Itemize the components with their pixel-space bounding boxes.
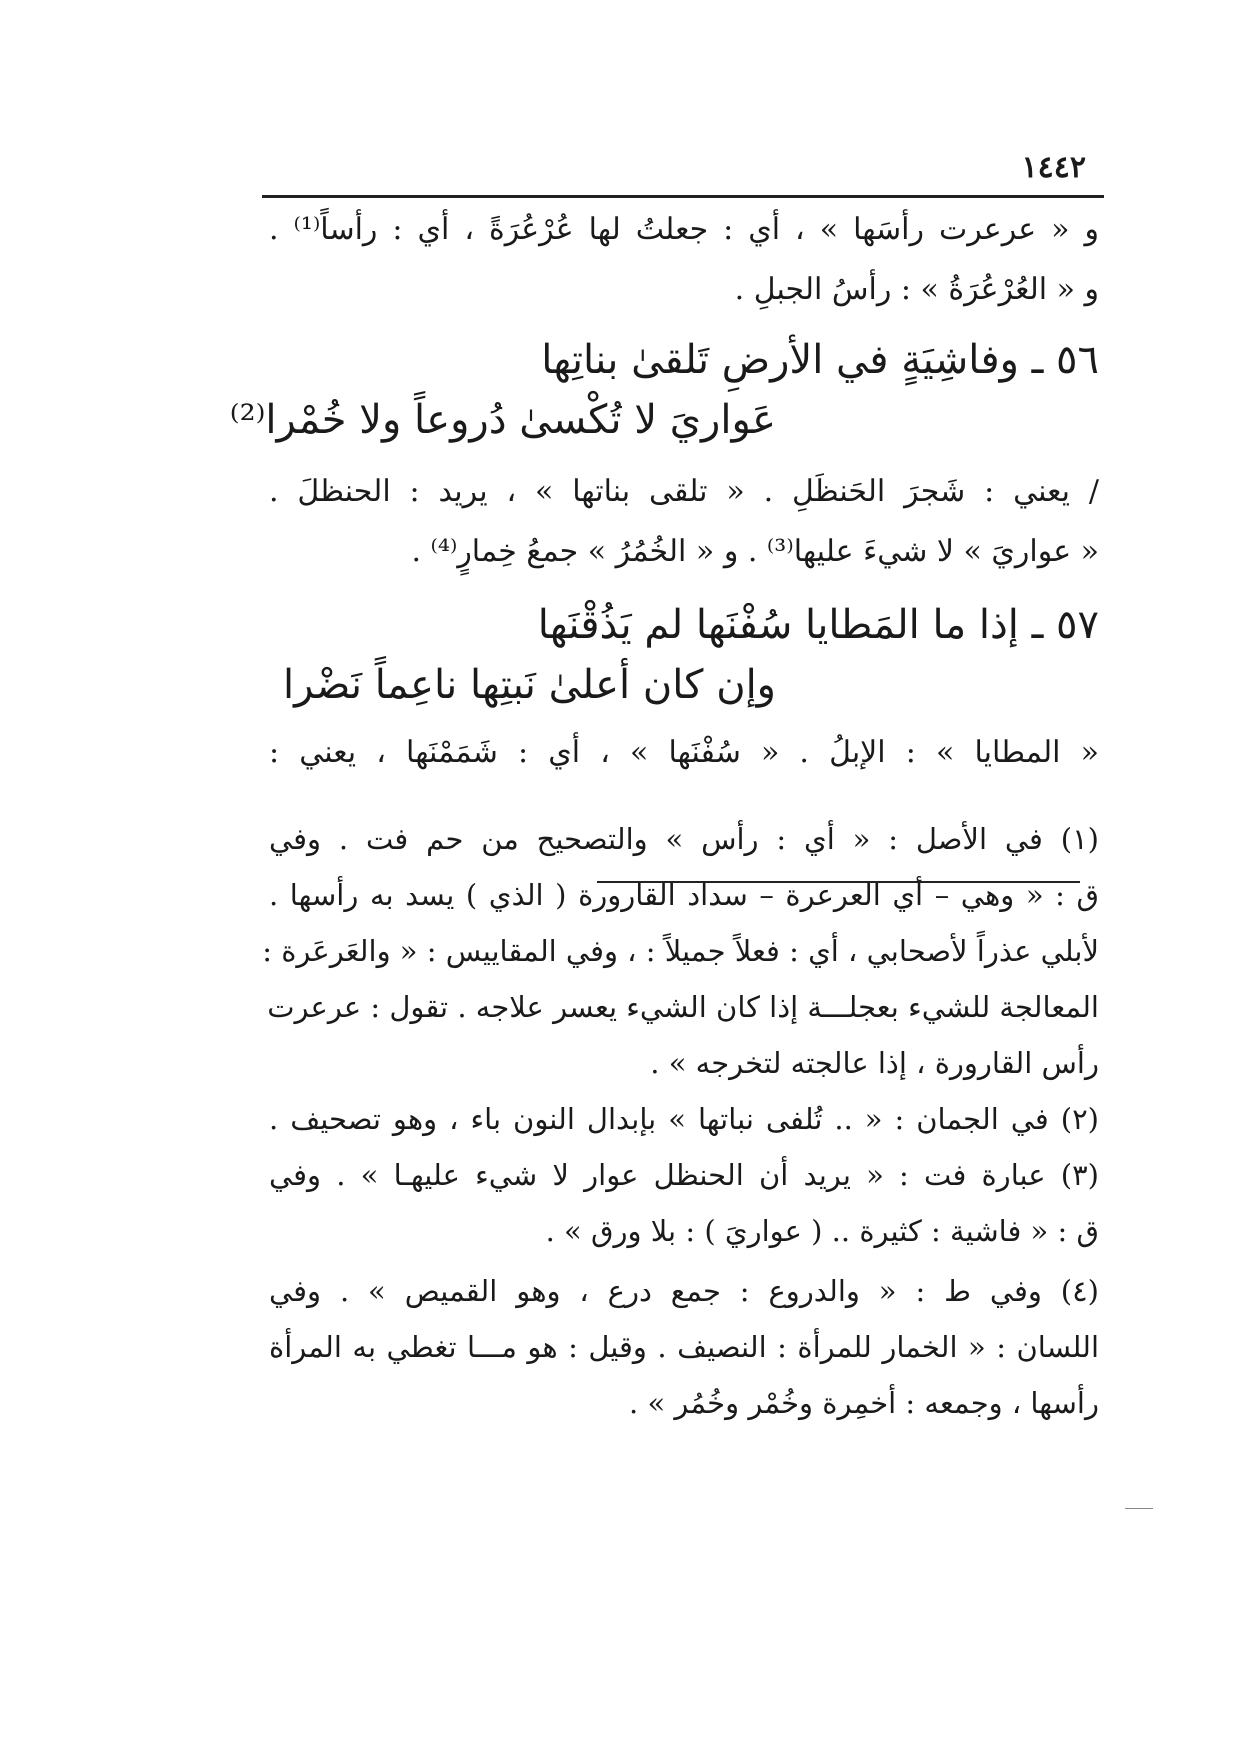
verse-57-second-hemistich: وإن كان أعلىٰ نَبتِها ناعِماً نَضْرا	[283, 662, 776, 708]
commentary-56-line-1: / يعني : شَجرَ الحَنظَلِ . « تلقى بناتها » ، يريد : الحنظلَ .	[269, 474, 1099, 509]
footnote-line-7: (٣) عبارة فت : « يريد أن الحنظل عوار لا شيء عليهـا » . وفي	[269, 1158, 1099, 1192]
verse-57-first-hemistich: ٥٧ ـ إذا ما المَطايا سُفْنَها لم يَذُقْنَها	[537, 602, 1099, 648]
footnote-line-4: المعالجة للشيء بعجلـــة إذا كان الشيء يعسر علاجه . تقول : عرعرت	[267, 990, 1099, 1024]
footnote-line-1: (١) في الأصل : « أي : رأس » والتصحيح من حم فت . وفي	[269, 822, 1099, 856]
body-line-1: و « عرعرت رأسَها » ، أي : جعلتُ لها عُرْعُرَةً ، أي : رأساً⁽¹⁾ .	[269, 212, 1099, 247]
page-number: ١٤٤٢	[1021, 150, 1086, 185]
footnote-line-9: (٤) وفي ط : « والدروع : جمع درع ، وهو القميص » . وفي	[269, 1274, 1099, 1308]
header-rule	[262, 195, 1104, 198]
footnote-line-5: رأس القارورة ، إذا عالجته لتخرجه » .	[650, 1046, 1099, 1080]
margin-mark	[1125, 1508, 1153, 1509]
footnote-line-3: لأبلي عذراً لأصحابي ، أي : فعلاً جميلاً : ، وفي المقاييس : « والعَرعَرة :	[262, 934, 1099, 968]
footnote-line-6: (٢) في الجمان : « .. تُلفى نباتها » بإبدال النون باء ، وهو تصحيف .	[269, 1102, 1099, 1136]
verse-56-second-hemistich: عَواريَ لا تُكْسىٰ دُروعاً ولا خُمْرا⁽²⁾	[229, 397, 776, 443]
commentary-56-line-2: « عواريَ » لا شيءَ عليها⁽³⁾ . و « الخُمُرُ » جمعُ خِمارٍ⁽⁴⁾ .	[411, 534, 1099, 569]
footnote-line-8: ق : « فاشية : كثيرة .. ( عواريَ ) : بلا ورق » .	[545, 1214, 1099, 1248]
footnote-line-2: ق : « وهي – أي العرعرة – سداد القارورة ( الذي ) يسد به رأسها .	[269, 878, 1099, 912]
body-line-2: و « العُرْعُرَةُ » : رأسُ الجبلِ .	[734, 272, 1099, 307]
commentary-57-line-1: « المطايا » : الإبلُ . « سُفْنَها » ، أي : شَمَمْنَها ، يعني :	[269, 735, 1099, 770]
footnote-line-10: اللسان : « الخمار للمرأة : النصيف . وقيل : هو مـــا تغطي به المرأة	[269, 1330, 1099, 1364]
footnote-line-11: رأسها ، وجمعه : أخمِرة وخُمْر وخُمُر » .	[629, 1386, 1099, 1420]
verse-56-first-hemistich: ٥٦ ـ وفاشِيَةٍ في الأرضِ تَلقىٰ بناتِها	[541, 337, 1099, 383]
